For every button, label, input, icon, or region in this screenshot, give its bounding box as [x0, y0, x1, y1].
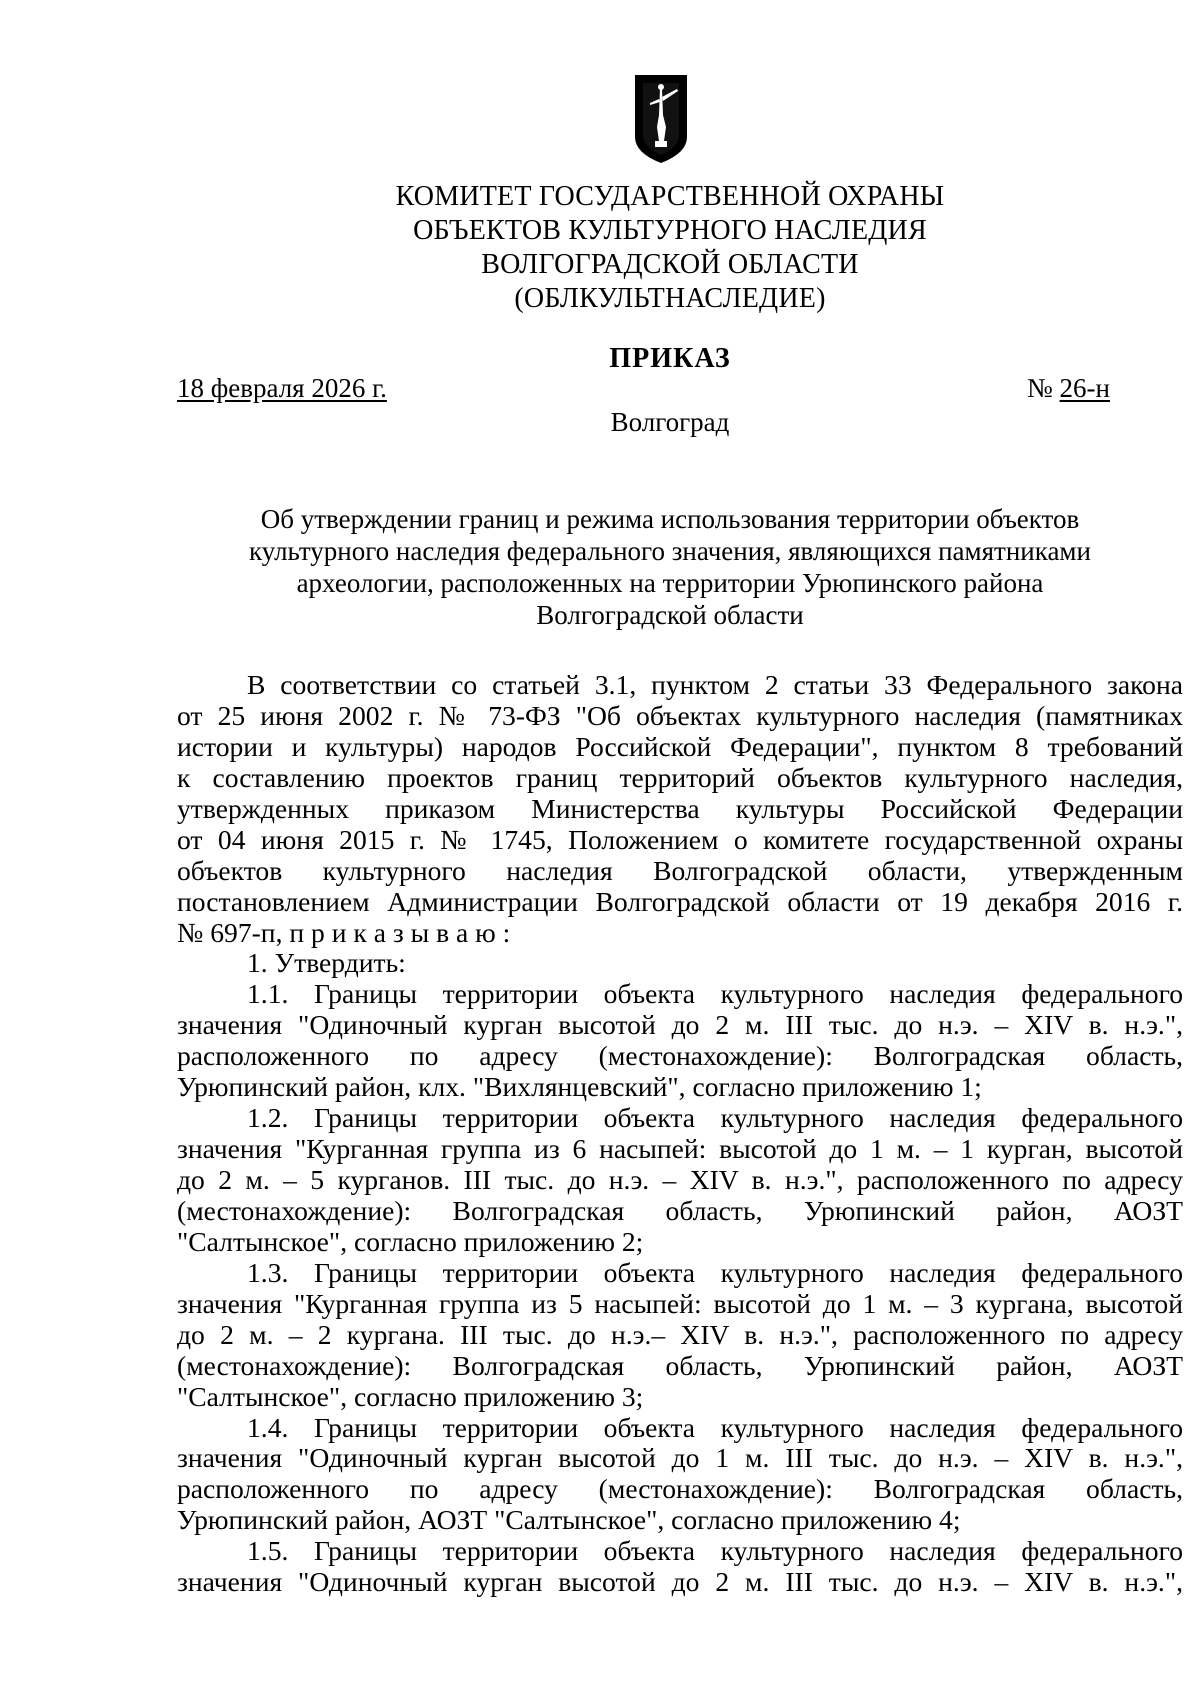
organization-name-line: (ОБЛКУЛЬТНАСЛЕДИЕ) [514, 283, 826, 314]
document-date-value: 18 февраля 2026 г. [177, 373, 387, 403]
body-line: В соответствии со статьей 3.1, пунктом 2 статьи 33 Федерального закона [247, 669, 1183, 700]
subject-line: археологии, расположенных на территории Урюпинского района [296, 568, 1044, 598]
document-number [1027, 372, 1110, 404]
body-line: Урюпинский район, клх. "Вихлянцевский", согласно приложению 1; [177, 1071, 982, 1103]
document-subject [170, 503, 1170, 631]
organization-name-line: ВОЛГОГРАДСКОЙ ОБЛАСТИ [481, 249, 859, 280]
body-line: от 25 июня 2002 г. № 73-ФЗ "Об объектах культурного наследия (памятниках [177, 699, 1183, 731]
body-line: постановлением Администрации Волгоградской области от 19 декабря 2016 г. [177, 885, 1183, 917]
body-line: значения "Одиночный курган высотой до 2 м. III тыс. до н.э. – XIV в. н.э.", [177, 1566, 1183, 1598]
subject-line: Об утверждении границ и режима использования территории объектов [260, 504, 1080, 534]
volgograd-coat-of-arms-icon [633, 75, 689, 163]
body-line: 1.2. Границы территории объекта культурного наследия федерального [247, 1102, 1183, 1134]
document-city: Волгоград [610, 407, 730, 437]
body-line: до 2 м. – 2 кургана. III тыс. до н.э.– XIV в. н.э.", расположенного по адресу [177, 1318, 1183, 1350]
body-line: "Салтынское", согласно приложению 3; [177, 1380, 644, 1412]
body-line: 1.4. Границы территории объекта культурного наследия федерального [247, 1411, 1183, 1443]
body-line: утвержденных приказом Министерства культуры Российской Федерации [177, 792, 1183, 824]
document-date [177, 372, 387, 404]
body-line: расположенного по адресу (местонахождение): Волгоградская область, [177, 1040, 1183, 1072]
document-number-prefix: № [1027, 373, 1060, 403]
subject-line: культурного наследия федерального значения, являющихся памятниками [249, 536, 1091, 566]
organization-name [150, 180, 1190, 316]
body-line: расположенного по адресу (местонахождение): Волгоградская область, [177, 1473, 1183, 1505]
document-number-value: 26-н [1059, 373, 1110, 403]
document-body [177, 670, 1183, 1598]
body-line: "Салтынское", согласно приложению 2; [177, 1225, 644, 1257]
body-line: № 697-п, п р и к а з ы в а ю : [177, 916, 511, 948]
body-line: значения "Одиночный курган высотой до 1 м. III тыс. до н.э. – XIV в. н.э.", [177, 1442, 1183, 1474]
body-line: (местонахождение): Волгоградская область, Урюпинский район, АОЗТ [177, 1349, 1183, 1381]
body-line: 1.1. Границы территории объекта культурного наследия федерального [247, 978, 1183, 1010]
body-line: объектов культурного наследия Волгоградской области, утвержденным [177, 854, 1183, 886]
body-line: Урюпинский район, АОЗТ "Салтынское", согласно приложению 4; [177, 1504, 961, 1536]
body-line: от 04 июня 2015 г. № 1745, Положением о комитете государственной охраны [177, 823, 1183, 855]
body-line: до 2 м. – 5 курганов. III тыс. до н.э. – XIV в. н.э.", расположенного по адресу [177, 1164, 1183, 1195]
body-line: 1.5. Границы территории объекта культурного наследия федерального [247, 1535, 1183, 1567]
subject-line: Волгоградской области [536, 600, 804, 630]
organization-name-line: ОБЪЕКТОВ КУЛЬТУРНОГО НАСЛЕДИЯ [413, 215, 927, 246]
body-line: значения "Одиночный курган высотой до 2 м. III тыс. до н.э. – XIV в. н.э.", [177, 1009, 1183, 1041]
organization-name-line: КОМИТЕТ ГОСУДАРСТВЕННОЙ ОХРАНЫ [395, 181, 945, 212]
body-line: (местонахождение): Волгоградская область, Урюпинский район, АОЗТ [177, 1194, 1183, 1226]
body-line: значения "Курганная группа из 5 насыпей: высотой до 1 м. – 3 кургана, высотой [177, 1287, 1183, 1319]
body-line: значения "Курганная группа из 6 насыпей: высотой до 1 м. – 1 курган, высотой [177, 1133, 1183, 1165]
body-line: 1.3. Границы территории объекта культурного наследия федерального [247, 1256, 1183, 1288]
document-type-title: ПРИКАЗ [609, 343, 731, 374]
body-line: истории и культуры) народов Российской Федерации", пунктом 8 требований [177, 730, 1183, 762]
body-line: 1. Утвердить: [247, 947, 406, 979]
body-line: к составлению проектов границ территорий объектов культурного наследия, [177, 761, 1183, 793]
